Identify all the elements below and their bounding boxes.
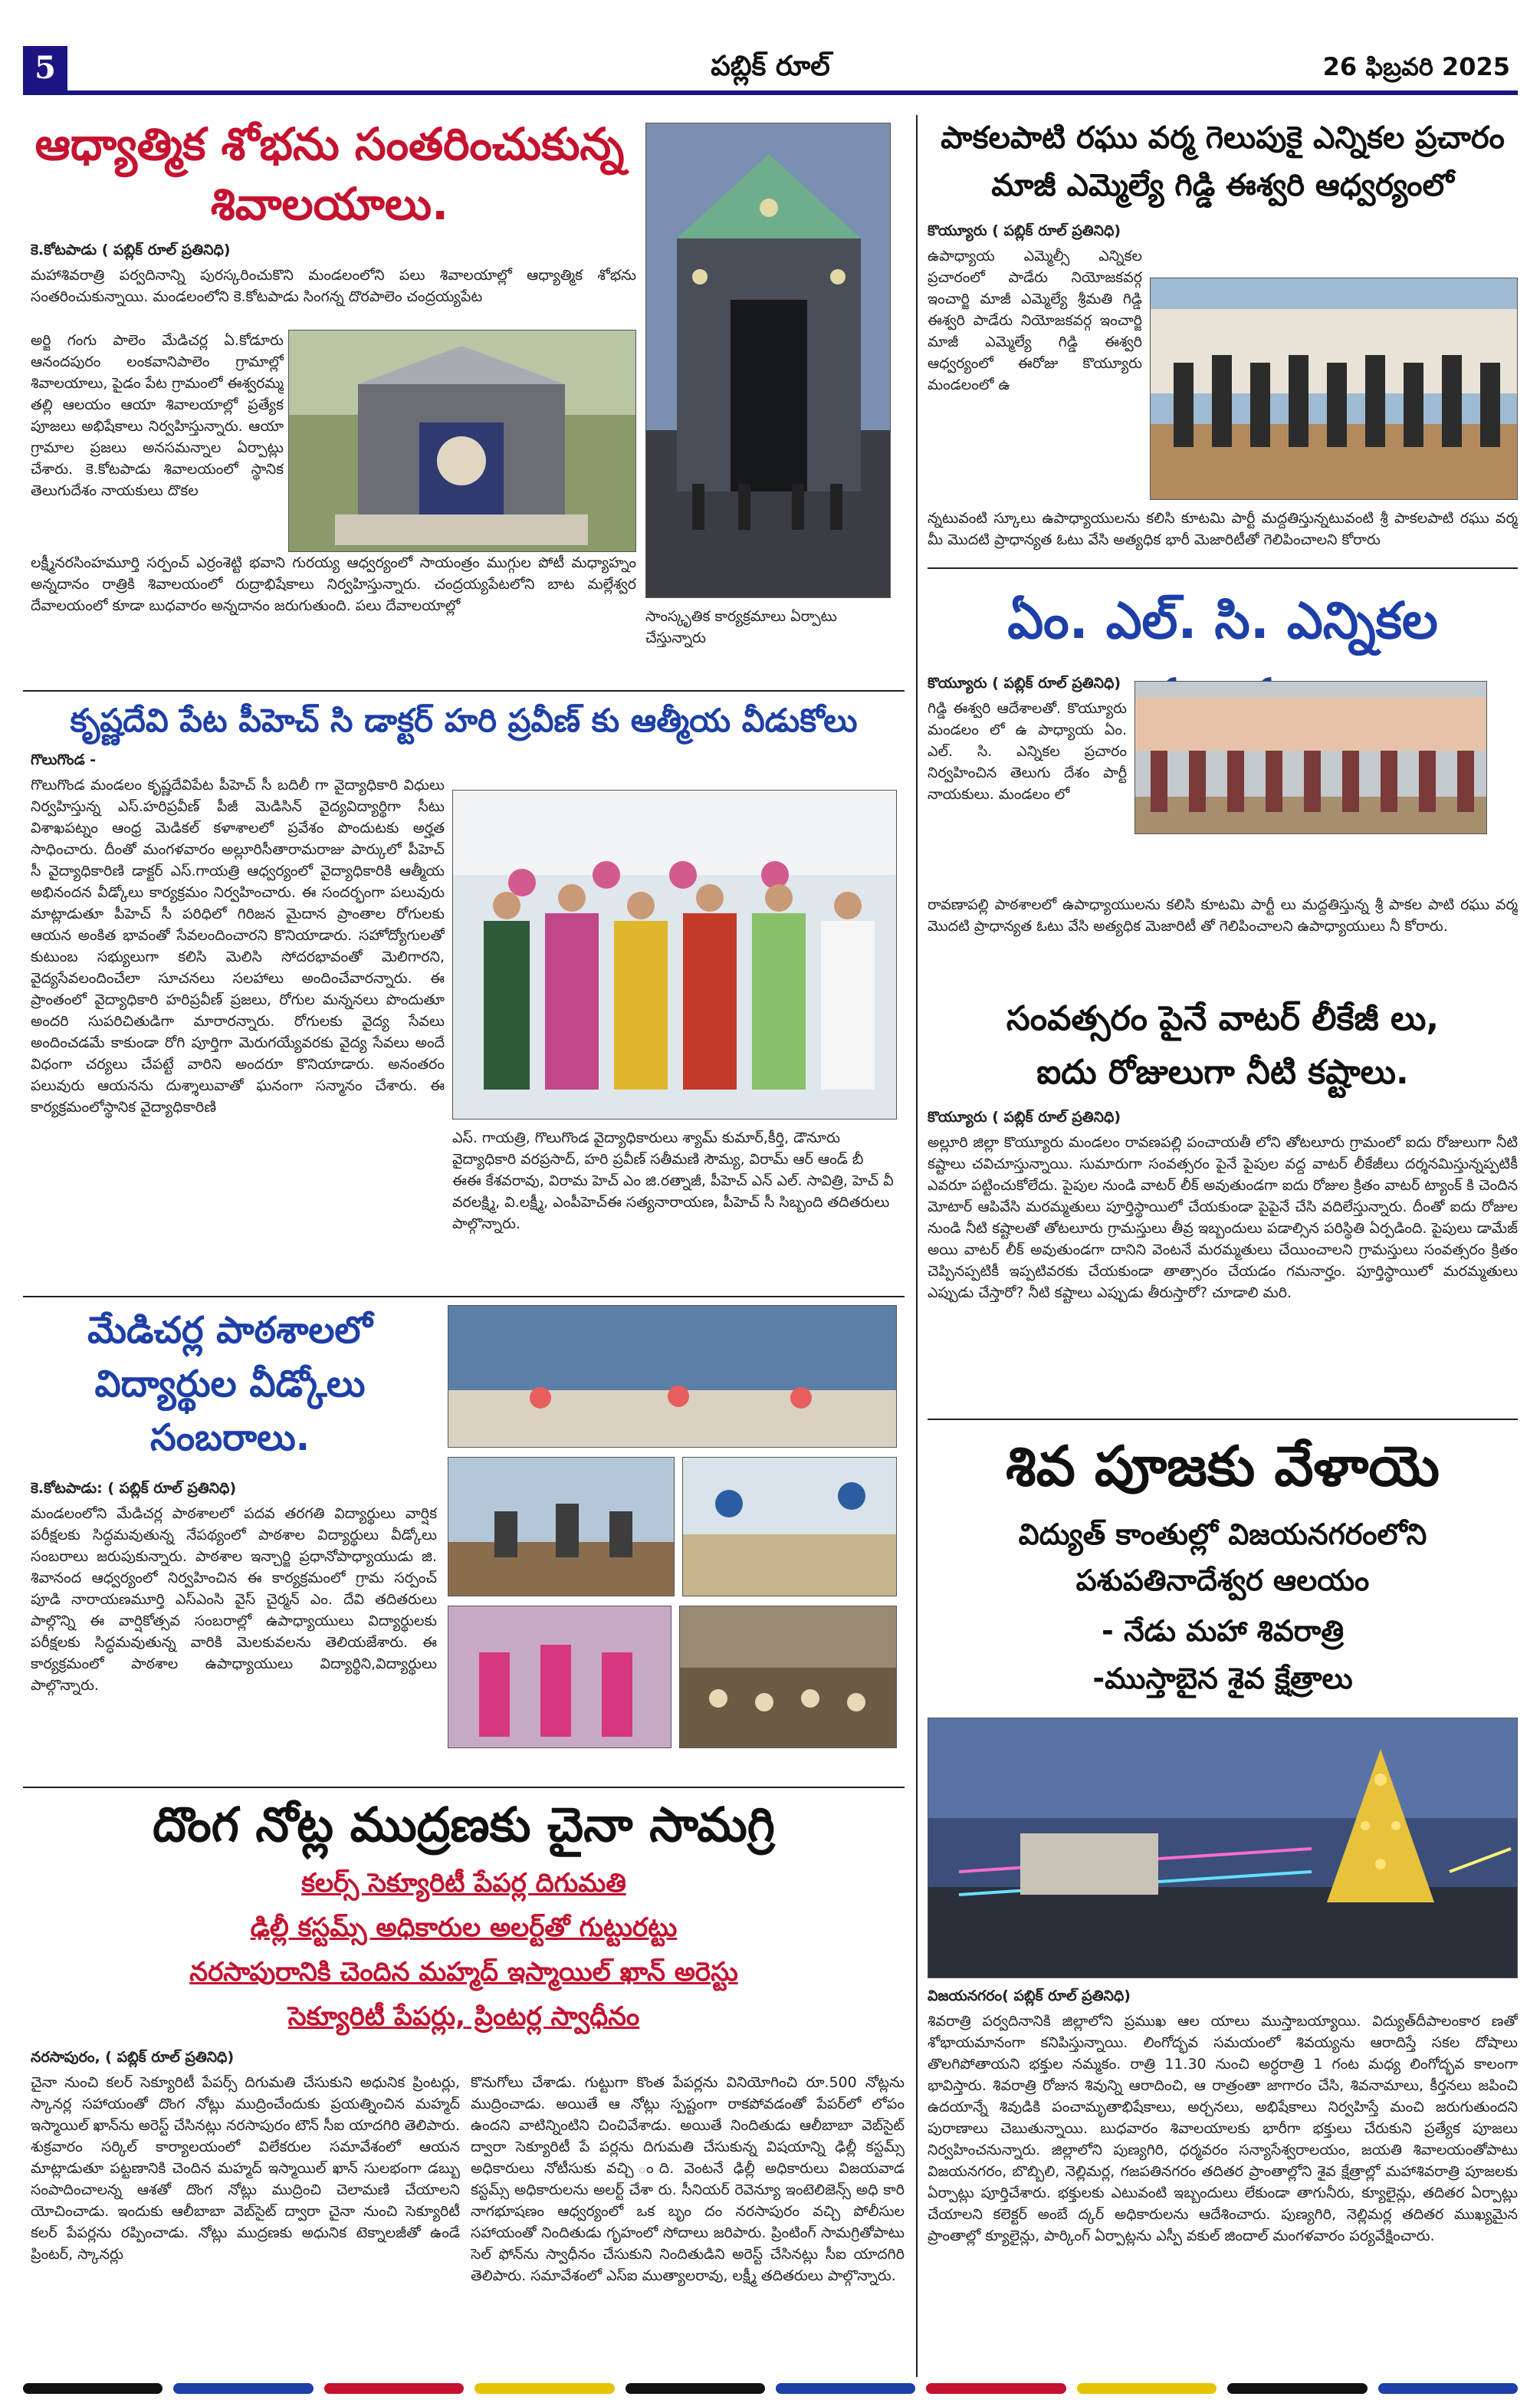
byline: కొయ్యూరు ( పబ్లిక్ రూల్ ప్రతినిధి) (928, 1109, 1121, 1126)
article-text-tail: లక్ష్మీనరసింహమూర్తి సర్పంచ్ ఎర్రంశెట్టి భవాని గురయ్య ఆధ్వర్యంలో సాయంత్రం ముగ్గుల పోటీ మధ్యాహ్నం అన్నదానం రాత్రికి శివాలయంలో రుద్రాభిషేకాలు నిర్వహిస్తున్నారు. చంద్రయ్యపేటలోని బాట మల్లేశ్వర దేవాలయంలో కూడా బుధవారం అన్నదానం జరుగుతుంది. పలు దేవాలయాల్లో (31, 554, 636, 614)
article-text-col-1: చైనా నుంచి కలర్ సెక్యూరిటీ పేపర్స్ దిగుమతి చేసుకుని అధునిక ప్రింటర్లు, స్కానర్ల సహాయంతో దొంగ నోట్లు ముద్రించేందుకు ప్రయత్నించిన మహ్మద్ ఇస్మాయిల్ ఖాన్‌ను అరెస్ట్ చేసినట్లు నరసాపురం టౌన్ సీఐ యాదగిరి తెలిపారు. శుక్రవారం సర్కిల్ కార్యాలయంలో విలేకరుల సమావేశంలో ఆయన మాట్లాడుతూ పట్టణానికి చెందిన మహ్మద్ ఇస్మాయిల్ ఖాన్ సులభంగా డబ్బు సంపాదించాలన్న ఆశతో దొంగ నోట్లు ముద్రించి చెలామణి చేయాలని యోచించాడు. ఇందుకు ఆలీబాబా వెబ్‌సైట్ ద్వారా చైనా నుంచి సెక్యూరిటీ కలర్ పేపర్లను రప్పించాడు. నోట్లు ముద్రణకు అధునిక టెక్నాలజీతో ఉండే ప్రింటర్, స్కానర్లు (31, 2074, 460, 2263)
article-text-col-2: కొనుగోలు చేశాడు. గుట్టుగా కొంత పేపర్లను వినియోగించి రూ.500 నోట్లను ముద్రించాడు. అయితే ఆ నోట్లు స్పష్టంగా రాకపోవడంతో పేపర్‌లో లోపం ఉందని వాటిన్నింటిని చించివేశాడు. అయితే నిందితుడు ఆలీబాబా వెబ్‌సైట్ ద్వారా సెక్యూరిటీ పే పర్లను దిగుమతి చేసుకున్న విషయాన్ని ఢిల్లీ కస్టమ్స్ అధికారులు నోటీసుకు వచ్చి ంది. వెంటనే ఢిల్లీ అధికారులు విజయవాడ కస్టమ్స్ అధికారులను అలర్ట్ చేశా రు. సీనియర్ రెవెన్యూ ఇంటెలిజెన్స్ అధి కారి నాగభూషణం ఆధ్వర్యంలో ఒక బృం దం నరసాపురం వచ్చి పోలీసుల సహాయంతో నిందితుడు గృహంలో సోదాలు జరిపారు. ప్రింటింగ్ సామగ్రితోపాటు సెల్ ఫోన్‌ను స్వాధీనం చేసుకుని నిందితుడిని అరెస్ట్ చేసినట్లు సీఐ యాదగిరి తెలిపారు. సమావేశంలో ఎస్ఐ ముత్యాలరావు, లక్ష్మీ తదితరులు పాల్గొన్నారు. (471, 2074, 905, 2284)
section-divider (23, 690, 905, 692)
school-event-photo-2 (448, 1457, 675, 1596)
article-text: గొలుగొండ మండలం కృష్ణదేవిపేట పీహెచ్ సీ బదిలీ గా వైద్యాధికారి విధులు నిర్వహిస్తున్న ఎస్.హరిప్రవీణ్ పీజీ మెడిసిన్ వైద్యవిద్యార్థిగా సీటు విశాఖపట్నం ఆంధ్ర మెడికల్ కళాశాలలో ప్రవేశం పొందుటకు అర్హత సాధించారు. దీంతో మంగళవారం అల్లూరిసీతారామరాజు పార్కులో పీహెచ్ సీ వైద్యాధికారిణి డాక్టర్ ఎస్.గాయత్రి ఆధ్వర్యంలో వైద్యాధికారికి ఆత్మీయ అభినందన వీడ్కోలు కార్యక్రమం నిర్వహించారు. ఈ సందర్భంగా పలువురు మాట్లాడుతూ పీహెచ్ సీ పరిధిలో గిరిజన మైదాన ప్రాంతాల రోగులకు ఆయన అంకిత భావంతో సేవలందించారని కొనియాడారు. సహోద్యోగులతో కుటుంబ సభ్యులుగా కలిసి మెలిసి సోదరభావంతో మెలిగారని, వైద్యసేవలందించేలా సూచనలు సలహాలు అందించేవారన్నారు. ఈ ప్రాంతంలో వైద్యాధికారి హరిప్రవీణ్ ప్రజలు, రోగుల మన్ననలు పొందుతూ అందరి సుపరిచితుడిగా మారారన్నారు. రోగులకు వైద్య సేవలు అందించడమే కాకుండా రోగి పూర్తిగా మెరుగయ్యేవరకు వైద్య సేవలు అందే విధంగా చర్యలు చేపట్టే వారిని అందరూ కొనియాడారు. అనంతరం పలువురు ఆయనను దుశ్శాలువాతో ఘనంగా సన్మానం చేశారు. ఈ కార్యక్రమంలోస్థానిక వైద్యాధికారిణి (31, 777, 445, 1116)
byline: కె.కోటపాడు ( పబ్లిక్ రూల్ ప్రతినిధి) (31, 242, 231, 258)
headline-water-leakage-2: ఐదు రోజులుగా నీటి కష్టాలు. (1036, 1053, 1409, 1092)
article-text: మండలంలోని మేడిచర్ల పాఠశాలలో పదవ తరగతి విద్యార్థులు వార్షిక పరీక్షలకు సిద్ధమవుతున్న నేపథ్యంలో పాఠశాల విద్యార్థులు వీడ్కోలు సంబరాలు జరుపుకున్నారు. పాఠశాల ఇన్చార్జి ప్రధానోపాధ్యాయుడు జి. శివానంద ఆధ్వర్యంలో నిర్వహించిన ఈ కార్యక్రమంలో గ్రామ సర్పంచ్ పూడి నారాయణమూర్తి ఎస్ఎంసి వైస్ చైర్మన్ ఎం. దేవి తదితరులు పాల్గొన్ని ఈ వార్షికోత్సవ సంబరాల్లో ఉపాధ్యాయులు విద్యార్థులకు పరీక్షలకు సిద్ధమవుతున్న వారికి మెలకువలను తెలియజేశారు. ఈ కార్యక్రమంలో పాఠశాల ఉపాధ్యాయులు విద్యార్థిని,విద్యార్థులు పాల్గొన్నారు. (31, 1505, 437, 1694)
byline: కొయ్యూరు ( పబ్లిక్ రూల్ ప్రతినిధి) (928, 222, 1121, 239)
headline-doctor-farewell: కృష్ణదేవి పేట పీహెచ్ సి డాక్టర్ హరి ప్రవీణ్ కు ఆత్మీయ వీడుకోలు (70, 702, 858, 739)
section-divider (23, 1787, 905, 1788)
subheadline: - నేడు మహా శివరాత్రి (1101, 1614, 1345, 1648)
farewell-group-photo (452, 790, 897, 1119)
byline: కె.కోటపాడు: ( పబ్లిక్ రూల్ ప్రతినిధి) (31, 1480, 237, 1497)
article-text: ఉపాధ్యాయ ఎమ్మెల్సీ ఎన్నికల ప్రచారంలో పాడేరు నియోజకవర్గ ఇంచార్జి మాజీ ఎమ్మెల్యే శ్రీమతి గిడ్డి ఈశ్వరి పాడేరు నియోజకవర్గ ఇంచార్జి మాజీ ఎమ్మెల్యే గిడ్డి ఈశ్వరి ఆధ్వర్యంలో ఈరోజు కొయ్యూరు మండలంలో ఉ (928, 248, 1142, 393)
byline: గొలుగొండ - (31, 751, 97, 768)
headline-shiva-pooja: శివ పూజకు వేళాయె (1006, 1434, 1440, 1498)
article-text: శివరాత్రి పర్వదినానికి జిల్లాలోని ప్రముఖ ఆల యాలు ముస్తాబయ్యాయి. విద్యుత్‌దీపాలంకార ణతో శోభాయమానంగా కనిపిస్తున్నాయి. లింగోద్భవ సమయంలో శివయ్యను ఆరాదిస్తే సకల దోషాలు తొలగిపోతాయని భక్తుల నమ్మకం. రాత్రి 11.30 నుంచి అర్ధరాత్రి 1 గంట మధ్య లింగోద్భవ కాలంగా భావిస్తారు. శివరాత్రి రోజున శివున్ని ఆరాదించి, ఆ రాత్రంతా జాగారం చేసి, శివనామాలు, కీర్తనలు జపించి ఉదయాన్నే శివుడికి పంచామృతాభిషేకాలు, అర్చనలు, అభిషేకాలు నిర్వహిస్తే మంచి జరుగుతుందని పురాణాలు చెబుతున్నాయి. బుధవారం శివాలయాలకు భారీగా భక్తులు చేరుకుని ప్రత్యేక పూజలు నిర్వహించనున్నారు. జిల్లాలోని పుణ్యగిరి, ధర్మవరం సన్యాసేశ్వరాలయం, జయతి శివాలయంతోపాటు విజయనగరం, బొబ్బిలి, నెల్లిమర్ల, గజపతినగరం తదితర ప్రాంతాల్లోని శైవ క్షేత్రాల్లో మహాశివరాత్రి పూజలకు ఏర్పాట్లు పూర్తిచేశారు. భక్తులకు ఎటువంటి ఇబ్బందులు లేకుండా తాగునీరు, క్యూలైన్లు, తదితర ఏర్పాట్లు చేయాలని కలెక్టర్ అంబే ద్కర్ అధికారులను ఆదేశించారు. పుణ్యగిరి, నెల్లిమర్ల తదితర ముఖ్యమైన ప్రాంతాల్లో క్యూలైన్లు, పార్కింగ్ ఏర్పాట్లను ఎస్పీ వకుల్ జిందాల్ మంగళవారం పర్యవేక్షించారు. (928, 2013, 1518, 2244)
headline-school-farewell-3: సంబరాలు. (150, 1416, 310, 1459)
headline-mlc-campaign: ఏం. ఎల్. సి. ఎన్నికల (1007, 591, 1438, 650)
section-divider (928, 567, 1518, 569)
headline-raghu-varma-2: మాజీ ఎమ్మెల్యే గిడ్డి ఈశ్వరి ఆధ్వర్యంలో (991, 168, 1454, 203)
article-text-tail: న్నటువంటి స్కూలు ఉపాధ్యాయులను కలిసి కూటమి పార్టీ మద్దతిస్తున్నటువంటి శ్రీ పాకలపాటి రఘు వర్మ మీ మొదటి ప్రాధాన్యత ఓటు వేసి అత్యధిక భారీ మెజారిటీతో గెలిపించాలని కోరారు (928, 510, 1518, 548)
temple-gopuram-photo (645, 123, 891, 598)
byline: కొయ్యూరు ( పబ్లిక్ రూల్ ప్రతినిధి) (928, 675, 1121, 692)
shiva-shrine-photo (288, 330, 636, 552)
campaign-group-photo (1150, 278, 1518, 500)
subheadline: -ముస్తాబైన శైవ క్షేత్రాలు (1092, 1662, 1353, 1695)
paper-name: పబ్లిక్ రూల్ (711, 51, 830, 82)
subheadline: నరసాపురానికి చెందిన మహ్మద్ ఇస్మాయిల్ ఖాన్ అరెస్టు (189, 1957, 738, 1987)
subheadline: కలర్స్ సెక్యూరిటీ పేపర్ల దిగుమతి (301, 1868, 626, 1899)
byline: విజయనగరం( పబ్లిక్ రూల్ ప్రతినిధి) (928, 1987, 1131, 2004)
column-divider (916, 115, 918, 2377)
school-event-photo-4 (448, 1606, 671, 1748)
subheadline: విద్యుత్ కాంతుల్లో విజయనగరంలోని (1018, 1517, 1427, 1551)
byline: నరసాపురం, ( పబ్లిక్ రూల్ ప్రతినిధి) (31, 2049, 235, 2066)
article-text-tail: రావణాపల్లి పాఠశాలలో ఉపాధ్యాయులను కలిసి కూటమి పార్టీ లు మద్దతిస్తున్న శ్రీ పాకల పాటి రఘు వర్మ మొదటి ప్రాధాన్యత ఓటు వేసి అత్యధిక మెజారిటీ తో గెలిపించాలని ఉపాధ్యాయులు నీ కోరారు. (928, 896, 1518, 935)
mlc-campaign-photo (1134, 681, 1487, 834)
article-text: అల్లూరి జిల్లా కొయ్యూరు మండలం రావణపల్లి పంచాయతీ లోని తోటలూరు గ్రామంలో ఐదు రోజులుగా నీటి కష్టాలు చవిచూస్తున్నాయి. సుమారుగా సంవత్సరం పైనే పైపుల వద్ద వాటర్ లీకేజీలు దర్శనమిస్తున్నప్పటికీ ఎవరూ పట్టించుకోలేదు. పైపుల నుండి వాటర్ లీక్ అవుతుండగా ఐదు రోజుల క్రితం వాటర్ ట్యాంక్ కి చెందిన మోటార్ ఆపివేసి మరమ్మతులు పూర్తిస్థాయిలో చేయకుండా పైపైనే చేసి వదిలేస్తున్నారు. దీంతో ఐదు రోజుల నుండి నీటి కష్టాలతో తోటలూరు గ్రామస్తులు తీవ్ర ఇబ్బందులు పడాల్సిన పరిస్థితి ఏర్పడింది. పైపులు డామేజ్ అయి వాటర్ లీక్ అవుతుండగా దానిని వెంటనే మరమ్మతులు చేయించాలని గ్రామస్తులు సంవత్సరం క్రితం చెప్పినప్పటికీ ఇప్పటివరకు చేయకుండా తాత్సారం చేయడం గమనార్హం. పూర్తిస్థాయిలో మరమ్మతులు ఎప్పుడు చేస్తారో? నీటి కష్టాలు ఎప్పుడు తీరుస్తారో? చూడాలి మరి. (928, 1134, 1518, 1301)
headline-raghu-varma-1: పాకలపాటి రఘు వర్మ గెలుపుకై ఎన్నికల ప్రచారం (941, 120, 1505, 156)
subheadline: పశుపతినాదేశ్వర ఆలయం (1075, 1563, 1370, 1597)
color-registration-strip (23, 2383, 1518, 2394)
article-lead: మహాశివరాత్రి పర్వదినాన్ని పురస్కరించుకొని మండలంలోని పలు శివాలయాల్లో ఆధ్యాత్మిక శోభను సంతరించుకున్నాయి. మండలంలోని కె.కోటపాడు సింగన్న దొరపాలెం చంద్రయ్యపేట (31, 267, 636, 305)
headline-school-farewell-1: మేడిచర్ల పాఠశాలలో (87, 1309, 373, 1352)
headline-fake-notes: దొంగ నోట్ల ముద్రణకు చైనా సామగ్రి (153, 1797, 775, 1853)
school-event-photo-3 (682, 1457, 897, 1596)
issue-date: 26 ఫిబ్రవరి 2025 (1322, 52, 1510, 81)
headline-water-leakage-1: సంవత్సరం పైనే వాటర్ లీకేజీ లు, (1006, 999, 1440, 1038)
subheadline: ఢిల్లీ కస్టమ్స్ అధికారుల అలర్ట్‌తో గుట్టురట్టు (250, 1912, 678, 1943)
masthead (23, 46, 1518, 95)
school-event-photo-5 (679, 1606, 897, 1748)
illuminated-temple-photo (928, 1718, 1518, 1978)
photo-caption: సాంస్కృతిక కార్యక్రమాలు ఏర్పాటు చేస్తున్నారు (645, 608, 837, 646)
headline-shiva-temples-1: ఆధ్యాత్మిక శోభను సంతరించుకున్న (34, 118, 625, 170)
school-event-photo-1 (448, 1305, 897, 1448)
article-text: గిడ్డి ఈశ్వరి ఆదేశాలతో. కొయ్యూరు మండలం లో ఉ పాధ్యాయ ఏం. ఎల్. సి. ఎన్నికల ప్రచారం నిర్వహించిన తెలుగు దేశం పార్టీ నాయకులు. మండలం లో (928, 700, 1127, 803)
headline-school-farewell-2: విద్యార్థుల వీడ్కోలు (94, 1363, 366, 1405)
photo-caption: ఎస్. గాయత్రి, గొలుగొండ వైద్యాధికారులు శ్యామ్ కుమార్,కీర్తి, డౌనూరు వైద్యాధికారి వరప్రసాద్, హరి ప్రవీణ్ సతీమణి సౌమ్య, విరామ్ ఆర్ ఆండ్ బీ ఈఈ కేశవరావు, విరామ హెచ్ ఎం జి.రత్నాజీ, పీహెచ్ ఎన్ ఎల్. సావిత్రి, హెచ్ వీ వరలక్ష్మి, వి.లక్ష్మీ, ఎంపీహెచ్ఈ సత్యనారాయణ, పీహెచ్ సీ సిబ్బంది తదితరులు పాల్గొన్నారు. (452, 1129, 894, 1232)
section-divider (23, 1296, 905, 1297)
page-number: 5 (23, 46, 67, 90)
article-text: అర్జి గంగు పాలెం మేడిచర్ల ఏ.కోడూరు ఆనందపురం లంకవానిపాలెం గ్రామాల్లో శివాలయాలు, పైడం పేట గ్రామంలో ఈశ్వరమ్మ తల్లి ఆలయం ఆయా శివాలయాల్లో ప్రత్యేక పూజలు అభిషేకాలు నిర్వహిస్తున్నారు. ఆయా గ్రామాల ప్రజలు అనసమన్నాల ఏర్పాట్లు చేశారు. కె.కోటపాడు శివాలయంలో స్థానిక తెలుగుదేశం నాయకులు దొకల (31, 332, 284, 499)
section-divider (928, 1419, 1518, 1420)
subheadline: సెక్యూరిటీ పేపర్లు, ప్రింటర్ల స్వాధీనం (287, 2001, 640, 2032)
headline-shiva-temples-2: శివాలయాలు. (210, 178, 449, 230)
